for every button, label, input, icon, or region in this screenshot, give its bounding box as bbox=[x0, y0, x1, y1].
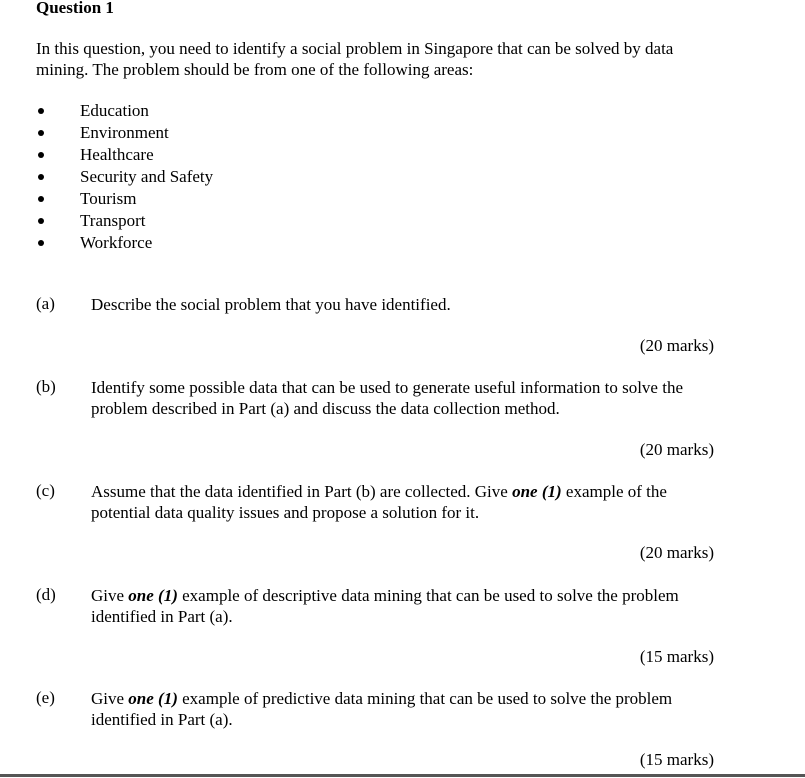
bullet-icon bbox=[38, 174, 44, 180]
part-text: Give one (1) example of predictive data mining that can be used to solve the problem identified in Part (a). bbox=[91, 689, 673, 729]
area-label: Security and Safety bbox=[80, 167, 214, 186]
part-text: Identify some possible data that can be used to generate useful information to solve the problem described in Part (a) and discuss the data collection method. bbox=[91, 378, 683, 418]
bullet-icon bbox=[38, 152, 44, 158]
question-title: Question 1 bbox=[36, 0, 114, 17]
area-label: Healthcare bbox=[80, 145, 154, 164]
part-label: (b) bbox=[36, 377, 56, 396]
bullet-icon bbox=[38, 130, 44, 136]
area-label: Workforce bbox=[80, 233, 153, 252]
part-text: Describe the social problem that you have identified. bbox=[91, 295, 451, 314]
question-intro: In this question, you need to identify a social problem in Singapore that can be solved by data mining. The problem should be from one of the following areas: bbox=[36, 39, 674, 79]
bullet-icon bbox=[38, 196, 44, 202]
area-label: Tourism bbox=[80, 189, 137, 208]
part-label: (c) bbox=[36, 481, 55, 500]
part-text: Give one (1) example of descriptive data mining that can be used to solve the problem identified in Part (a). bbox=[91, 586, 679, 626]
bullet-icon bbox=[38, 240, 44, 246]
part-label: (d) bbox=[36, 585, 56, 604]
part-e-marks: (15 marks) bbox=[639, 750, 714, 769]
page-bottom-border bbox=[0, 774, 805, 777]
part-text: Assume that the data identified in Part (b) are collected. Give one (1) example of the potential data quality issues and propose a solution for it. bbox=[91, 482, 667, 522]
part-b-marks: (20 marks) bbox=[639, 440, 714, 459]
bullet-icon bbox=[38, 218, 44, 224]
area-label: Environment bbox=[80, 123, 169, 142]
area-label: Education bbox=[80, 101, 149, 120]
part-d-marks: (15 marks) bbox=[639, 647, 714, 666]
part-a-marks: (20 marks) bbox=[639, 336, 714, 355]
area-label: Transport bbox=[80, 211, 146, 230]
part-label: (a) bbox=[36, 294, 55, 313]
part-label: (e) bbox=[36, 688, 55, 707]
bullet-icon bbox=[38, 108, 44, 114]
part-c-marks: (20 marks) bbox=[639, 543, 714, 562]
